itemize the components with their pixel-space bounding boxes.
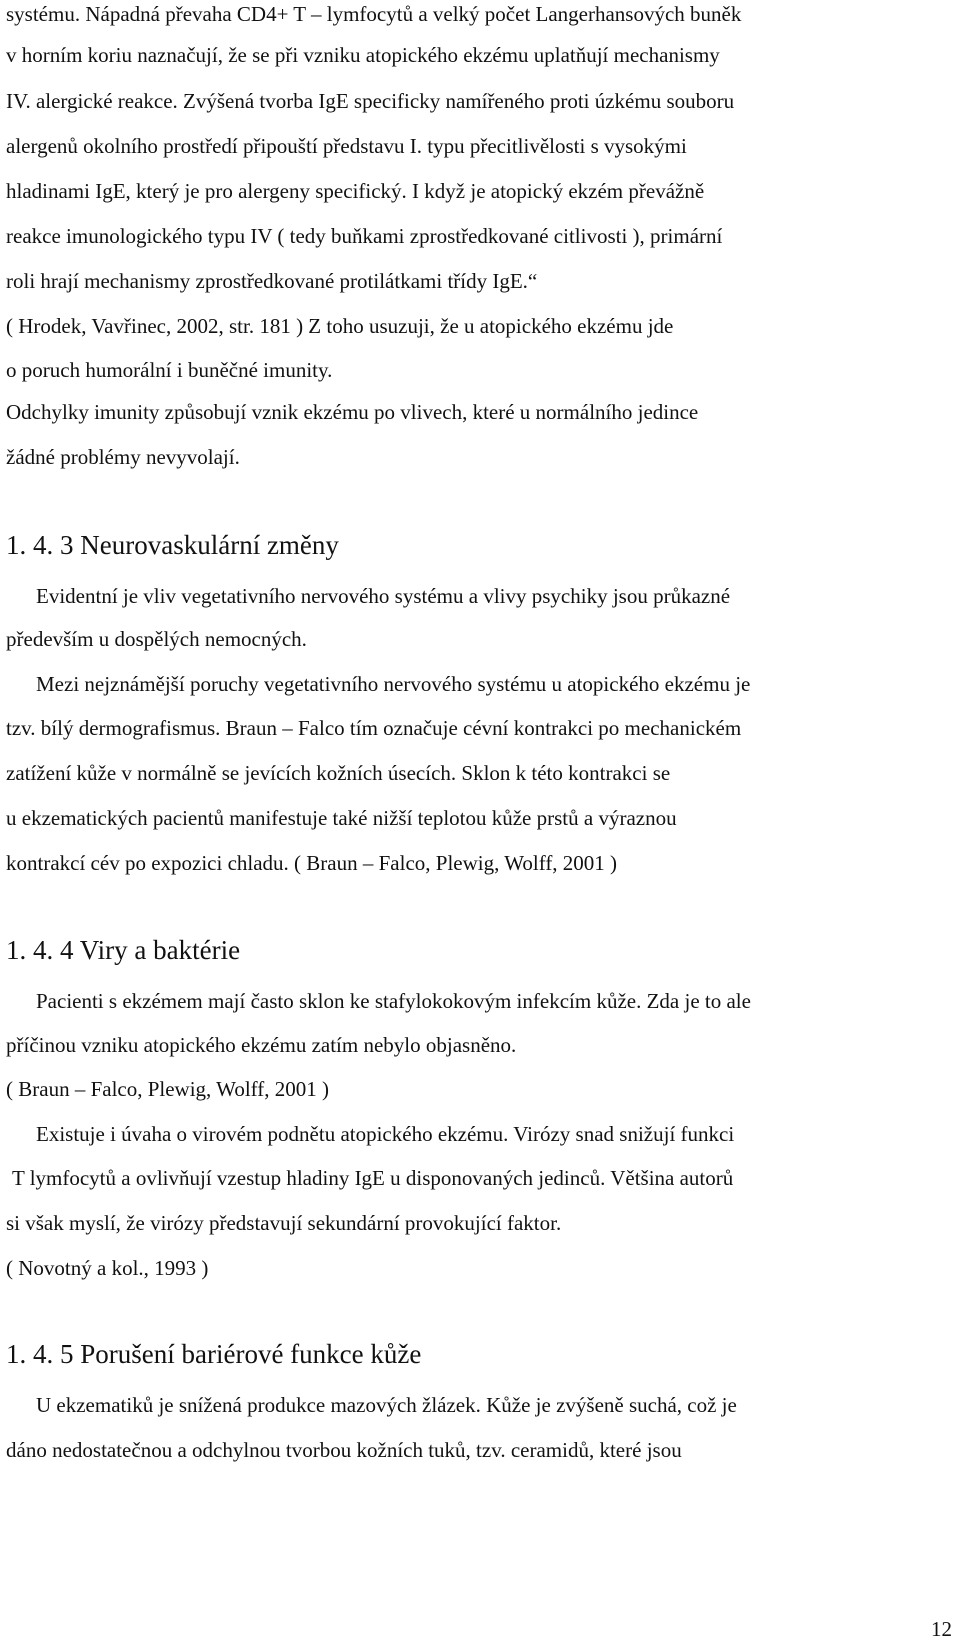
text-line: především u dospělých nemocných. [6, 627, 307, 651]
section-heading: 1. 4. 3 Neurovaskulární změny [6, 530, 339, 560]
text-line: Pacienti s ekzémem mají často sklon ke stafylokokovým infekcím kůže. Zda je to ale [36, 989, 751, 1013]
text-line: Odchylky imunity způsobují vznik ekzému po vlivech, které u normálního jedince [6, 400, 699, 424]
text-line: o poruch humorální i buněčné imunity. [6, 358, 333, 382]
text-line: U ekzematiků je snížená produkce mazových žlázek. Kůže je zvýšeně suchá, což je [36, 1393, 737, 1417]
text-line: alergenů okolního prostředí připouští představu I. typu přecitlivělosti s vysokými [6, 134, 687, 158]
text-line: zatížení kůže v normálně se jevících kožních úsecích. Sklon k této kontrakci se [6, 761, 671, 785]
text-line: hladinami IgE, který je pro alergeny specifický. I když je atopický ekzém převážně [6, 179, 705, 203]
text-line: Mezi nejznámější poruchy vegetativního nervového systému u atopického ekzému je [36, 672, 751, 696]
section-heading: 1. 4. 5 Porušení bariérové funkce kůže [6, 1339, 422, 1369]
text-line: Evidentní je vliv vegetativního nervového systému a vlivy psychiky jsou průkazné [36, 584, 731, 608]
text-line: žádné problémy nevyvolají. [6, 445, 240, 469]
citation-line: ( Hrodek, Vavřinec, 2002, str. 181 ) Z toho usuzuji, že u atopického ekzému jde [6, 314, 674, 338]
text-line: příčinou vzniku atopického ekzému zatím nebylo objasněno. [6, 1033, 517, 1057]
text-line: reakce imunologického typu IV ( tedy buňkami zprostředkované citlivosti ), primární [6, 224, 723, 248]
text-line: IV. alergické reakce. Zvýšená tvorba IgE specificky namířeného proti úzkému souboru [6, 89, 735, 113]
text-line: v horním koriu naznačují, že se při vzniku atopického ekzému uplatňují mechanismy [6, 43, 720, 67]
text-line: kontrakcí cév po expozici chladu. ( Braun – Falco, Plewig, Wolff, 2001 ) [6, 851, 618, 875]
text-line: roli hrají mechanismy zprostředkované protilátkami třídy IgE.“ [6, 269, 538, 293]
citation-line: ( Novotný a kol., 1993 ) [6, 1256, 209, 1280]
text-line: T lymfocytů a ovlivňují vzestup hladiny IgE u disponovaných jedinců. Většina autorů [12, 1166, 734, 1190]
page-number: 12 [931, 1617, 952, 1641]
text-line: tzv. bílý dermografismus. Braun – Falco tím označuje cévní kontrakci po mechanickém [6, 716, 742, 740]
text-line: systému. Nápadná převaha CD4+ T – lymfocytů a velký počet Langerhansových buněk [6, 2, 742, 26]
text-line: si však myslí, že virózy představují sekundární provokující faktor. [6, 1211, 562, 1235]
text-line: Existuje i úvaha o virovém podnětu atopického ekzému. Virózy snad snižují funkci [36, 1122, 735, 1146]
citation-line: ( Braun – Falco, Plewig, Wolff, 2001 ) [6, 1077, 329, 1101]
text-line: dáno nedostatečnou a odchylnou tvorbou kožních tuků, tzv. ceramidů, které jsou [6, 1438, 682, 1462]
section-heading: 1. 4. 4 Viry a baktérie [6, 935, 241, 965]
text-line: u ekzematických pacientů manifestuje také nižší teplotou kůže prstů a výraznou [6, 806, 677, 830]
